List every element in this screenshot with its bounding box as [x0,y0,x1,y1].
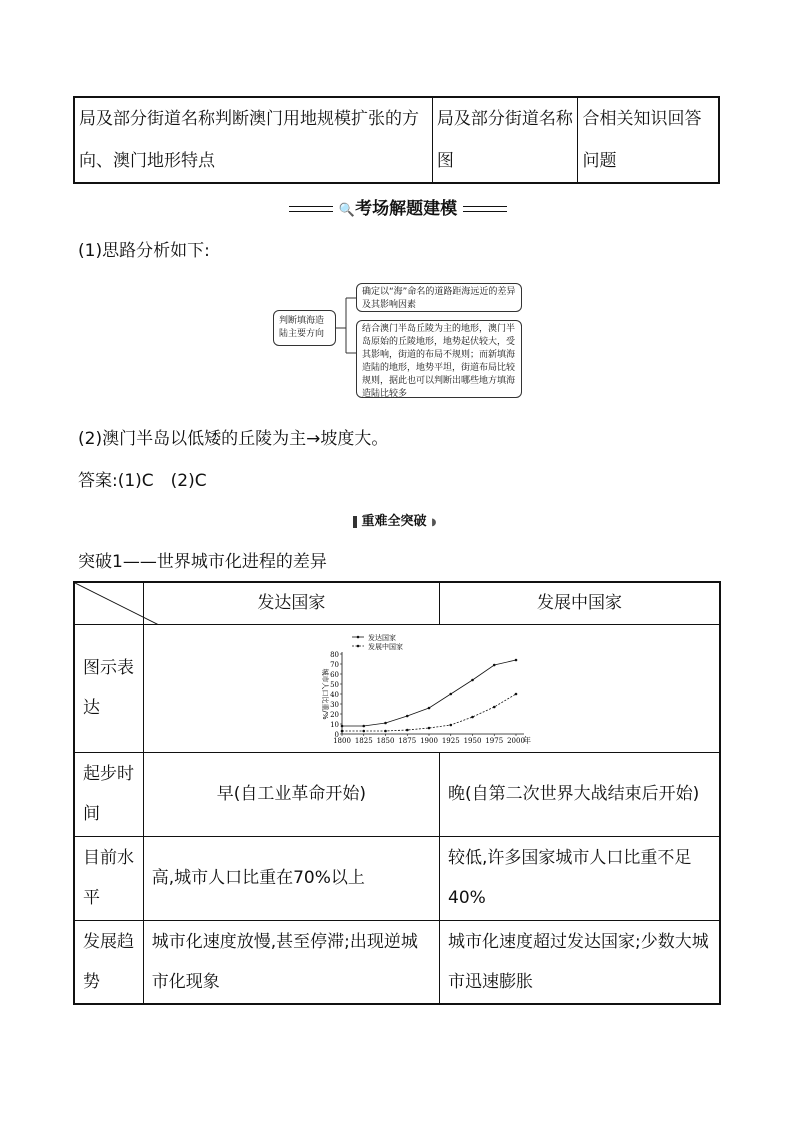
section-arrow-icon: ◗ [431,517,437,528]
row-label-level: 目前水平 [74,836,143,920]
series-point-1 [427,727,430,730]
series-point-1 [340,730,343,733]
x-tick-label: 1925 [441,737,460,745]
series-point-1 [384,730,387,733]
top-cell-2: 局及部分街道名称图 [432,97,578,183]
row-label-start: 起步时间 [74,752,143,836]
series-point-1 [514,693,517,696]
series-point-0 [362,725,365,728]
x-tick-label: 1850 [376,737,395,745]
row-label-trend: 发展趋势 [74,920,143,1004]
start-developed: 早(自工业革命开始) [143,752,439,836]
modeling-title: 考场解题建模 [355,199,458,219]
y-tick-label: 20 [329,711,339,719]
row-label-chart: 图示表达 [74,624,143,752]
step2-text: (2)澳门半岛以低矮的丘陵为主→坡度大。 [78,429,389,449]
series-point-1 [362,730,365,733]
title-line-right [463,206,507,212]
section-title-bar [353,510,436,529]
legend-marker-0 [356,636,359,639]
series-point-0 [449,693,452,696]
comparison-table [73,581,721,1005]
y-tick-label: 60 [329,671,339,679]
diagram-branch-1: 确定以“海”命名的道路距海远近的差异及其影响因素 [356,283,522,312]
y-tick-label: 70 [329,661,339,669]
series-point-0 [493,664,496,667]
magnifier-icon: 🔍 [338,203,356,218]
corner-cell [74,582,143,624]
y-tick-label: 80 [329,651,339,659]
level-developing: 较低,许多国家城市人口比重不足40% [440,836,720,920]
modeling-title-bar [283,194,513,219]
series-point-1 [449,724,452,727]
x-tick-label: 1950 [463,737,482,745]
y-tick-label: 10 [329,721,339,729]
section-title: 重难全突破 [361,514,427,529]
title-line-left [289,206,333,212]
x-tick-label: 2000 [506,737,525,745]
y-tick-label: 0 [334,731,339,739]
trend-developing: 城市化速度超过发达国家;少数大城市迅速膨胀 [440,920,720,1004]
level-developed: 高,城市人口比重在70%以上 [143,836,439,920]
diagram-connector [336,290,358,370]
chart-cell [143,624,720,752]
section-bar-icon [353,516,357,528]
legend-label-0: 发达国家 [367,634,396,642]
series-point-1 [406,729,409,732]
x-tick-label: 1875 [398,737,416,745]
urbanization-chart [144,625,704,751]
diagram-root: 判断填海造陆主要方向 [273,310,336,346]
x-tick-label: 1900 [419,737,438,745]
series-point-1 [471,716,474,719]
header-developed: 发达国家 [143,582,439,624]
diagram-branch-2: 结合澳门半岛丘陵为主的地形，澳门半岛原始的丘陵地形，地势起伏较大，受其影响，街道的布局不规则；而新填海造陆的地形，地势平坦，街道布局比较规则，据此也可以判断出哪些地方填海造陆比较多 [356,320,522,398]
top-cell-1: 局及部分街道名称判断澳门用地规模扩张的方向、澳门地形特点 [79,109,419,171]
top-cell-3: 合相关知识回答问题 [578,97,719,183]
series-point-0 [406,715,409,718]
series-point-0 [340,725,343,728]
corner-diagonal [75,583,159,625]
header-developing: 发展中国家 [440,582,720,624]
top-table [73,96,720,184]
series-line-0 [342,660,516,726]
y-tick-label: 30 [329,701,339,709]
series-point-1 [493,706,496,709]
x-tick-label: 1975 [485,737,503,745]
step1-text: (1)思路分析如下: [78,241,210,261]
x-axis-label: 年 [522,736,531,745]
series-point-0 [427,707,430,710]
breakthrough-title: 突破1——世界城市化进程的差异 [78,552,327,572]
y-tick-label: 40 [329,691,339,699]
series-point-0 [514,659,517,662]
legend-label-1: 发展中国家 [367,643,403,651]
series-point-0 [471,679,474,682]
y-tick-label: 50 [329,681,339,689]
x-tick-label: 1800 [332,737,351,745]
y-axis-label: 城市人口比重/% [320,668,329,720]
series-point-0 [384,722,387,725]
answer-text: 答案:(1)C (2)C [78,471,207,491]
trend-developed: 城市化速度放慢,甚至停滞;出现逆城市化现象 [143,920,439,1004]
start-developing: 晚(自第二次世界大战结束后开始) [440,752,720,836]
legend-marker-1 [356,645,359,648]
x-tick-label: 1825 [354,737,373,745]
